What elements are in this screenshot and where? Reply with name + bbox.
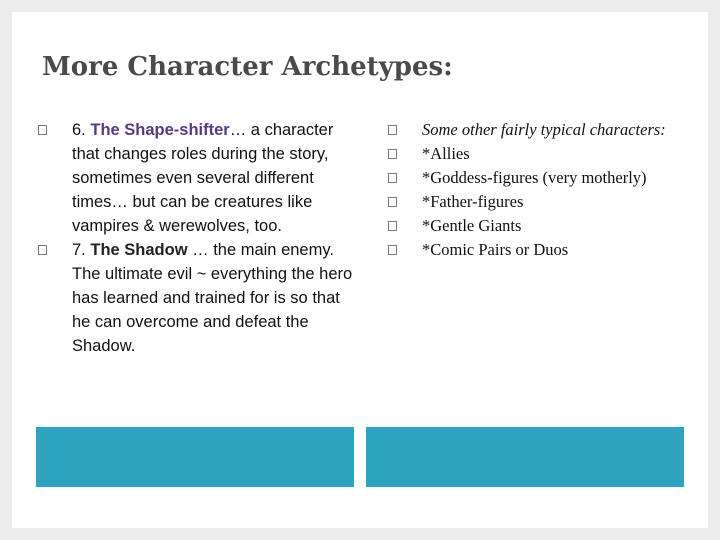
left-bullet-list xyxy=(34,118,354,358)
bullet-icon xyxy=(388,173,397,183)
list-item-allies xyxy=(384,142,704,166)
slide-title: More Character Archetypes: xyxy=(42,52,453,82)
bullet-icon xyxy=(388,221,397,231)
list-item-father-figures xyxy=(384,190,704,214)
bullet-icon xyxy=(388,125,397,135)
list-item-comic-pairs xyxy=(384,238,704,262)
item-number: 6. xyxy=(72,121,91,139)
item-text: *Gentle Giants xyxy=(422,216,522,235)
bullet-icon xyxy=(38,245,47,255)
item-number: 7. xyxy=(72,241,91,259)
slide xyxy=(12,12,708,528)
list-item-intro xyxy=(384,118,704,142)
bullet-icon xyxy=(388,149,397,159)
list-item-goddess-figures xyxy=(384,166,704,190)
item-text: *Comic Pairs or Duos xyxy=(422,240,569,259)
bullet-icon xyxy=(388,197,397,207)
item-text: *Father-figures xyxy=(422,192,524,211)
item-heading-shape-shifter: The Shape-shifter xyxy=(90,121,230,139)
item-description: … a character that changes roles during the story, sometimes even several different times… but can be creatures like vampires & werewolves, too. xyxy=(72,121,334,235)
footer-bar-left xyxy=(36,427,354,487)
item-description: … the main enemy. The ultimate evil ~ everything the hero has learned and trained for is so that he can overcome and defeat the Shadow. xyxy=(72,241,353,355)
bullet-icon xyxy=(388,245,397,255)
item-text: *Goddess-figures (very motherly) xyxy=(422,168,647,187)
item-heading-shadow: The Shadow xyxy=(90,241,188,259)
item-text: *Allies xyxy=(422,144,470,163)
list-item-shadow xyxy=(34,238,354,358)
bullet-icon xyxy=(38,125,47,135)
list-item-gentle-giants xyxy=(384,214,704,238)
list-item-shape-shifter xyxy=(34,118,354,238)
footer-bar-right xyxy=(366,427,684,487)
item-text: Some other fairly typical characters: xyxy=(422,120,666,139)
right-bullet-list xyxy=(384,118,704,262)
